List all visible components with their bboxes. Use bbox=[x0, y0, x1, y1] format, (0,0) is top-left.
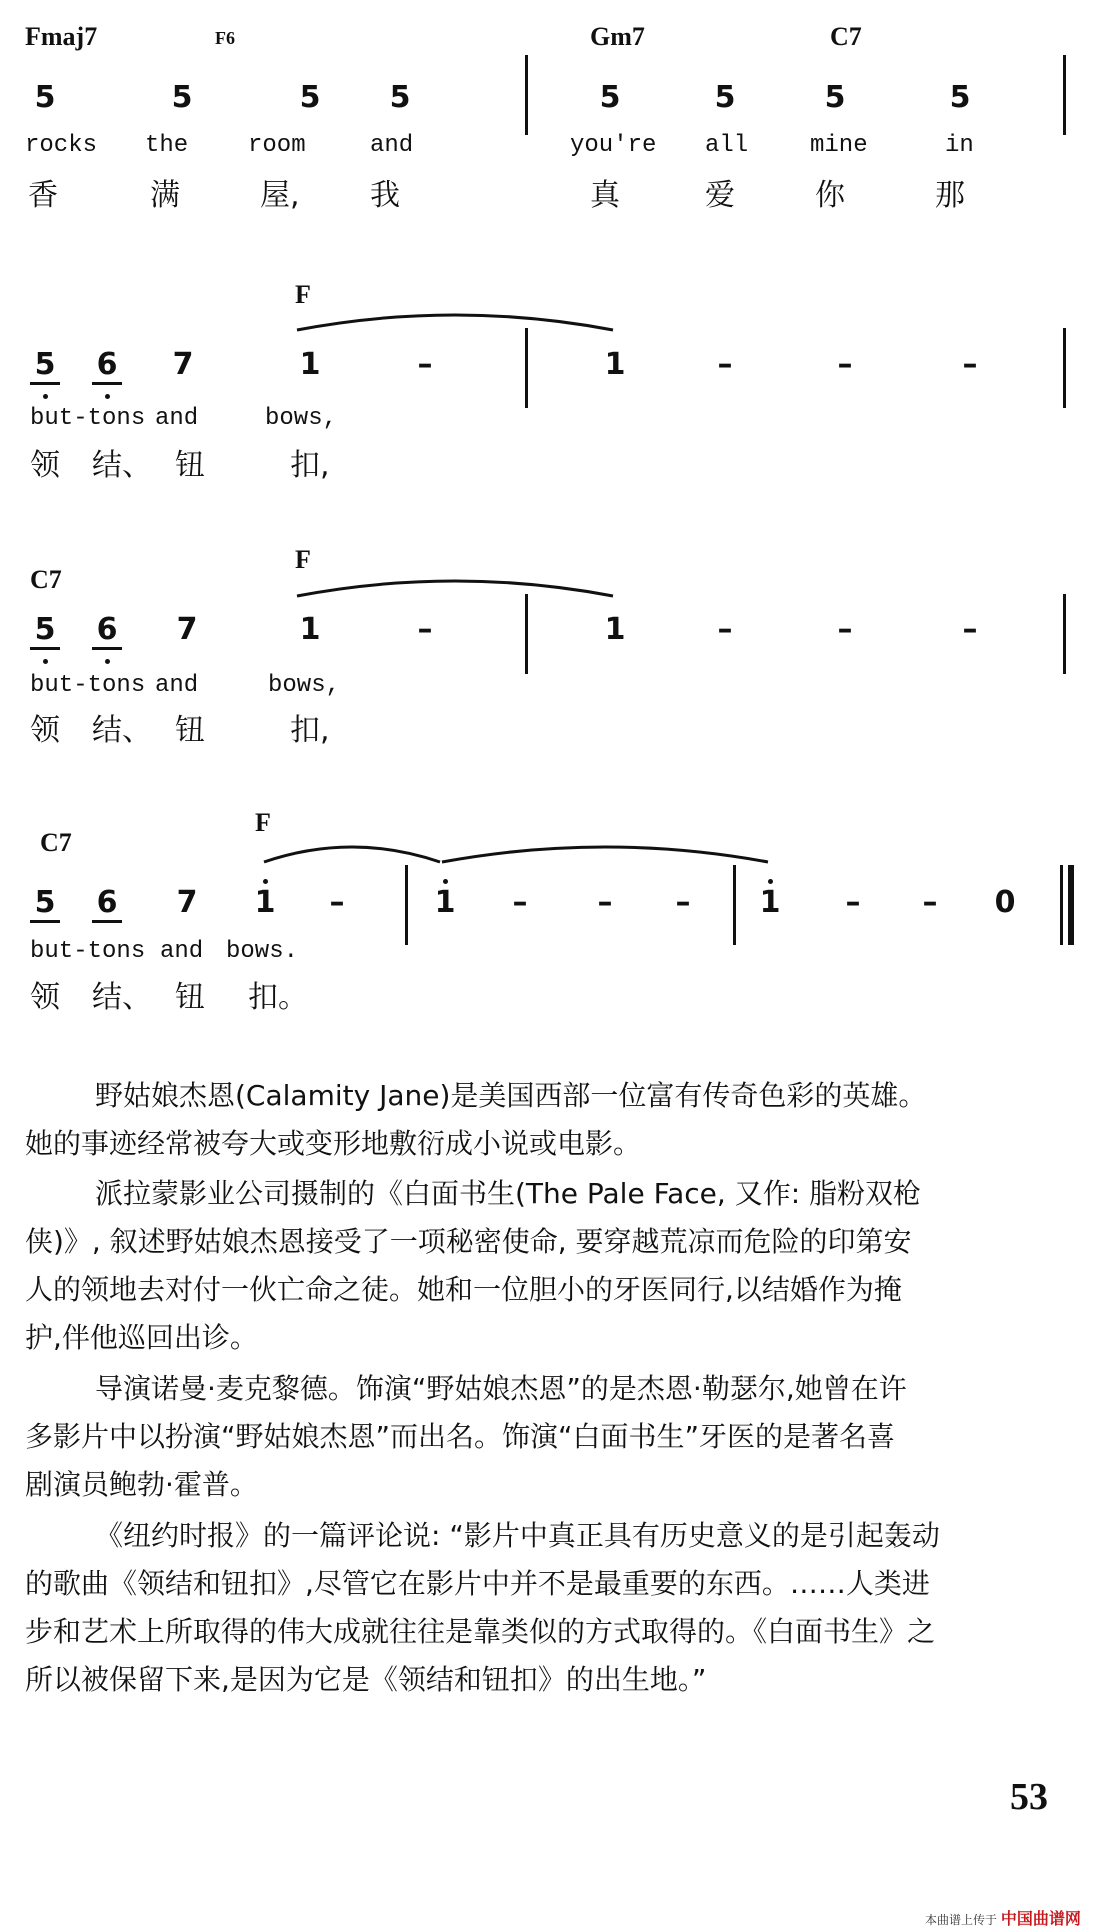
text-line: 多影片中以扮演“野姑娘杰恩”而出名。饰演“白面书生”牙医的是著名喜 bbox=[25, 1420, 896, 1453]
lyric-zh: 扣, bbox=[290, 713, 330, 748]
note: – bbox=[329, 885, 345, 920]
lyric-en: and bbox=[370, 132, 414, 159]
note: 5 bbox=[34, 80, 56, 115]
note: 5 bbox=[30, 347, 60, 385]
lyric-en: all bbox=[705, 132, 749, 159]
lyric-zh: 扣。 bbox=[248, 980, 308, 1015]
note: 1 bbox=[254, 885, 276, 920]
lyric-en: bows. bbox=[226, 938, 299, 965]
final-bar-thin bbox=[1060, 865, 1063, 945]
bar-line bbox=[1063, 55, 1066, 135]
lyric-zh: 你 bbox=[815, 178, 845, 213]
lyric-en: bows, bbox=[268, 672, 341, 699]
paragraph bbox=[25, 1365, 1085, 1509]
text-line: 派拉蒙影业公司摄制的《白面书生(The Pale Face, 又作: 脂粉双枪 bbox=[95, 1177, 922, 1210]
note: 5 bbox=[714, 80, 736, 115]
lyric-en: the bbox=[145, 132, 189, 159]
note: – bbox=[837, 347, 853, 382]
note: 1 bbox=[434, 885, 456, 920]
lyric-zh: 真 bbox=[590, 178, 620, 213]
high-octave-dot bbox=[263, 879, 268, 884]
lyric-zh: 我 bbox=[370, 178, 400, 213]
lyric-zh: 爱 bbox=[705, 178, 735, 213]
chord-c7: C7 bbox=[830, 22, 862, 51]
note: – bbox=[962, 612, 978, 647]
note: – bbox=[675, 885, 691, 920]
lyric-zh: 屋, bbox=[260, 178, 300, 213]
note: – bbox=[512, 885, 528, 920]
lyric-zh: 领 bbox=[30, 980, 60, 1015]
text-line: 的歌曲《领结和钮扣》,尽管它在影片中并不是最重要的东西。……人类进 bbox=[25, 1567, 930, 1600]
note: – bbox=[717, 612, 733, 647]
high-octave-dot bbox=[443, 879, 448, 884]
lyric-en: but-tons bbox=[30, 938, 146, 965]
note: 6 bbox=[92, 347, 122, 385]
text-line: 剧演员鲍勃·霍普。 bbox=[25, 1468, 258, 1501]
chord-fmaj7: Fmaj7 bbox=[25, 22, 98, 51]
chord-gm7: Gm7 bbox=[590, 22, 645, 51]
chord-f: F bbox=[295, 280, 311, 309]
lyric-zh: 香 bbox=[28, 178, 58, 213]
low-octave-dot bbox=[43, 659, 48, 664]
lyric-en: you're bbox=[570, 132, 657, 159]
note: 1 bbox=[759, 885, 781, 920]
text-line: 人的领地去对付一伙亡命之徒。她和一位胆小的牙医同行,以结婚作为掩 bbox=[25, 1273, 902, 1306]
lyric-en: in bbox=[945, 132, 974, 159]
note: – bbox=[597, 885, 613, 920]
tie-slur bbox=[262, 838, 442, 868]
text-line: 导演诺曼·麦克黎德。饰演“野姑娘杰恩”的是杰恩·勒瑟尔,她曾在许 bbox=[95, 1372, 907, 1405]
note: 1 bbox=[604, 347, 626, 382]
paragraph bbox=[25, 1170, 1085, 1362]
note: 0 bbox=[994, 885, 1016, 920]
page-number: 53 bbox=[1010, 1776, 1048, 1818]
lyric-zh: 结、 bbox=[92, 713, 152, 748]
lyric-zh: 结、 bbox=[92, 448, 152, 483]
text-line: 侠)》, 叙述野姑娘杰恩接受了一项秘密使命, 要穿越荒凉而危险的印第安 bbox=[25, 1225, 912, 1258]
lyric-zh: 钮 bbox=[175, 980, 205, 1015]
bar-line bbox=[1063, 594, 1066, 674]
chord-f6: F6 bbox=[215, 28, 235, 48]
note: – bbox=[417, 612, 433, 647]
lyric-zh: 领 bbox=[30, 448, 60, 483]
lyric-en: and bbox=[155, 405, 199, 432]
lyric-en: but-tons bbox=[30, 405, 146, 432]
note: 5 bbox=[389, 80, 411, 115]
footer-brand: 中国曲谱网 bbox=[1000, 1909, 1081, 1928]
note: 5 bbox=[30, 612, 60, 650]
low-octave-dot bbox=[43, 394, 48, 399]
note: – bbox=[922, 885, 938, 920]
lyric-en: rocks bbox=[25, 132, 98, 159]
lyric-zh: 钮 bbox=[175, 448, 205, 483]
chord-c7: C7 bbox=[40, 828, 72, 857]
note: 1 bbox=[604, 612, 626, 647]
text-line: 护,伴他巡回出诊。 bbox=[25, 1321, 258, 1354]
chord-f: F bbox=[255, 808, 271, 837]
lyric-zh: 结、 bbox=[92, 980, 152, 1015]
note: – bbox=[845, 885, 861, 920]
note: 1 bbox=[299, 612, 321, 647]
text-line: 步和艺术上所取得的伟大成就往往是靠类似的方式取得的。《白面书生》之 bbox=[25, 1615, 936, 1648]
note: 7 bbox=[176, 885, 198, 920]
text-line: 她的事迹经常被夸大或变形地敷衍成小说或电影。 bbox=[25, 1127, 642, 1160]
note: 5 bbox=[171, 80, 193, 115]
note: 5 bbox=[30, 885, 60, 923]
chord-f: F bbox=[295, 545, 311, 574]
low-octave-dot bbox=[105, 659, 110, 664]
note: – bbox=[717, 347, 733, 382]
lyric-en: and bbox=[160, 938, 204, 965]
lyric-en: mine bbox=[810, 132, 868, 159]
footer-watermark bbox=[925, 1906, 1081, 1929]
footer-prefix: 本曲谱上传于 bbox=[925, 1913, 998, 1927]
bar-line bbox=[525, 594, 528, 674]
high-octave-dot bbox=[768, 879, 773, 884]
note: 6 bbox=[92, 612, 122, 650]
low-octave-dot bbox=[105, 394, 110, 399]
lyric-en: room bbox=[248, 132, 306, 159]
note: 5 bbox=[299, 80, 321, 115]
lyric-en: and bbox=[155, 672, 199, 699]
lyric-zh: 领 bbox=[30, 713, 60, 748]
paragraph bbox=[25, 1072, 1085, 1168]
note: 7 bbox=[176, 612, 198, 647]
tie-slur bbox=[440, 838, 770, 868]
final-bar-thick bbox=[1068, 865, 1074, 945]
note: – bbox=[837, 612, 853, 647]
note: 5 bbox=[599, 80, 621, 115]
bar-line bbox=[405, 865, 408, 945]
tie-slur bbox=[295, 572, 615, 602]
lyric-zh: 那 bbox=[935, 178, 965, 213]
note: 6 bbox=[92, 885, 122, 923]
note: 7 bbox=[172, 347, 194, 382]
chord-c7: C7 bbox=[30, 565, 62, 594]
note: – bbox=[962, 347, 978, 382]
bar-line bbox=[1063, 328, 1066, 408]
lyric-zh: 扣, bbox=[290, 448, 330, 483]
note: 5 bbox=[824, 80, 846, 115]
lyric-zh: 满 bbox=[150, 178, 180, 213]
lyric-en: bows, bbox=[265, 405, 338, 432]
note: 1 bbox=[299, 347, 321, 382]
text-line: 野姑娘杰恩(Calamity Jane)是美国西部一位富有传奇色彩的英雄。 bbox=[95, 1079, 927, 1112]
tie-slur bbox=[295, 306, 615, 336]
lyric-zh: 钮 bbox=[175, 713, 205, 748]
note: – bbox=[417, 347, 433, 382]
bar-line bbox=[733, 865, 736, 945]
text-line: 《纽约时报》的一篇评论说: “影片中真正具有历史意义的是引起轰动 bbox=[95, 1519, 940, 1552]
bar-line bbox=[525, 55, 528, 135]
paragraph bbox=[25, 1512, 1085, 1704]
lyric-en: but-tons bbox=[30, 672, 146, 699]
bar-line bbox=[525, 328, 528, 408]
text-line: 所以被保留下来,是因为它是《领结和钮扣》的出生地。” bbox=[25, 1663, 707, 1696]
note: 5 bbox=[949, 80, 971, 115]
